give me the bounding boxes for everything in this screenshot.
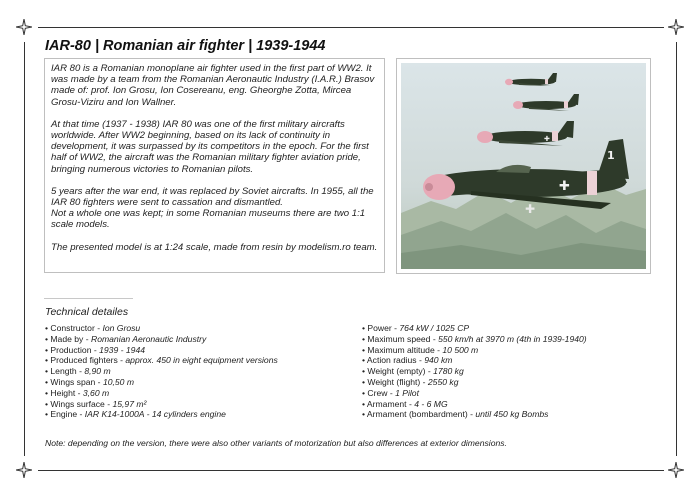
spec-value: 15,97 m² [112, 398, 147, 409]
spec-row [45, 399, 345, 410]
spec-label: • Engine - [45, 409, 85, 420]
spec-label: • Crew - [362, 387, 396, 398]
intro-paragraph: At that time (1937 - 1938) IAR 80 was one of the first military aircrafts worldwide. After WW2 beginning, based on its lack of continuity in development, it was surpassed by its competitors in the epoch. For the first half of WW2, the aircraft was the Romanian military fighter aviation pride, bringing numerous victories to Romanian pilots. [51, 118, 369, 175]
spec-value: IAR K14-1000A - 14 cylinders engine [84, 409, 226, 420]
spec-row [45, 345, 345, 356]
spec-value: 1 Pilot [395, 387, 419, 398]
frame-left-line [24, 42, 25, 456]
spec-list-left [45, 323, 345, 420]
spec-label: • Length - [45, 366, 85, 377]
corner-star-icon [16, 19, 32, 35]
spec-label: • Constructor - [45, 323, 103, 333]
spec-label: • Armament - [362, 398, 415, 409]
spec-label: • Wings span - [45, 376, 103, 387]
intro-paragraph: IAR 80 is a Romanian monoplane air fighter used in the first part of WW2. It was made by a team from the Romanian Aeronautic Industry (I.A.R.) Brasov made of: prof. Ion Grosu, Ion Cosereanu, eng. Gheorghe Zotta, Mircea Grosu-Viziru and Ion Wallner. [51, 63, 375, 108]
spec-value: 1780 kg [433, 366, 464, 377]
spec-row [362, 334, 662, 345]
footnote: Note: depending on the version, there were also other variants of motorization but also differences at exterior dimensions. [45, 438, 507, 448]
spec-row [362, 355, 662, 366]
svg-text:✚: ✚ [544, 135, 550, 143]
spec-row [362, 399, 662, 410]
spec-label: • Power - [362, 323, 400, 333]
spec-row [45, 323, 345, 334]
spec-label: • Weight (empty) - [362, 366, 434, 377]
spec-row [362, 345, 662, 356]
spec-value: Ion Grosu [102, 323, 141, 333]
spec-value: 550 km/h at 3970 m (4th in 1939-1940) [438, 333, 587, 344]
frame-bottom-line [38, 470, 664, 471]
spec-row [45, 334, 345, 345]
corner-star-icon [668, 19, 684, 35]
spec-row [45, 355, 345, 366]
spec-list-right [362, 323, 662, 420]
aircraft-formation-image [401, 63, 646, 269]
spec-row [362, 366, 662, 377]
spec-row [362, 409, 662, 420]
spec-row [45, 409, 345, 420]
spec-label: • Made by - [45, 333, 91, 344]
spec-row [362, 323, 662, 334]
spec-value: 10,50 m [102, 376, 134, 387]
spec-label: • Maximum altitude - [362, 344, 443, 355]
spec-label: • Height - [45, 387, 83, 398]
spec-value: 4 - 6 MG [414, 398, 448, 409]
spec-label: • Armament (bombardment) - [362, 409, 476, 420]
frame-top-line [38, 27, 664, 28]
spec-value: 3,60 m [82, 387, 110, 398]
svg-text:✚: ✚ [559, 179, 570, 194]
spec-row [45, 388, 345, 399]
spec-value: 8,90 m [84, 366, 111, 377]
spec-row [45, 377, 345, 388]
spec-row [362, 377, 662, 388]
spec-label: • Production - [45, 344, 100, 355]
spec-label: • Produced fighters - [45, 355, 126, 366]
aircraft-photo [396, 58, 651, 274]
spec-label: • Maximum speed - [362, 333, 439, 344]
intro-paragraph: 5 years after the war end, it was replaced by Soviet aircrafts. In 1955, all the IAR 80 fighters were sent to cassation and dismantled. [51, 185, 374, 209]
intro-paragraph: The presented model is at 1:24 scale, made from resin by modelism.ro team. [51, 241, 378, 253]
spec-value: approx. 450 in eight equipment versions [125, 355, 278, 366]
spec-value: 10 500 m [442, 344, 479, 355]
tail-number: 1 [607, 149, 615, 162]
svg-text:✚: ✚ [525, 202, 536, 216]
technical-heading: Technical detailes [45, 306, 129, 318]
spec-value: until 450 kg Bombs [475, 409, 549, 420]
spec-value: Romanian Aeronautic Industry [91, 333, 207, 344]
page-title: IAR-80 | Romanian air fighter | 1939-1944 [45, 38, 326, 54]
corner-star-icon [668, 462, 684, 478]
section-divider [44, 298, 133, 299]
spec-label: • Action radius - [362, 355, 425, 366]
corner-star-icon [16, 462, 32, 478]
spec-label: • Wings surface - [45, 398, 113, 409]
intro-text-box [44, 58, 385, 273]
spec-value: 1939 - 1944 [99, 344, 145, 355]
spec-row [45, 366, 345, 377]
frame-right-line [676, 42, 677, 456]
spec-value: 764 kW / 1025 CP [399, 323, 470, 333]
spec-value: 2550 kg [427, 376, 459, 387]
spec-value: 940 km [424, 355, 453, 366]
spec-label: • Weight (flight) - [362, 376, 428, 387]
spec-row [362, 388, 662, 399]
intro-paragraph: Not a whole one was kept; in some Romanian museums there are two 1:1 scale models. [51, 208, 366, 231]
